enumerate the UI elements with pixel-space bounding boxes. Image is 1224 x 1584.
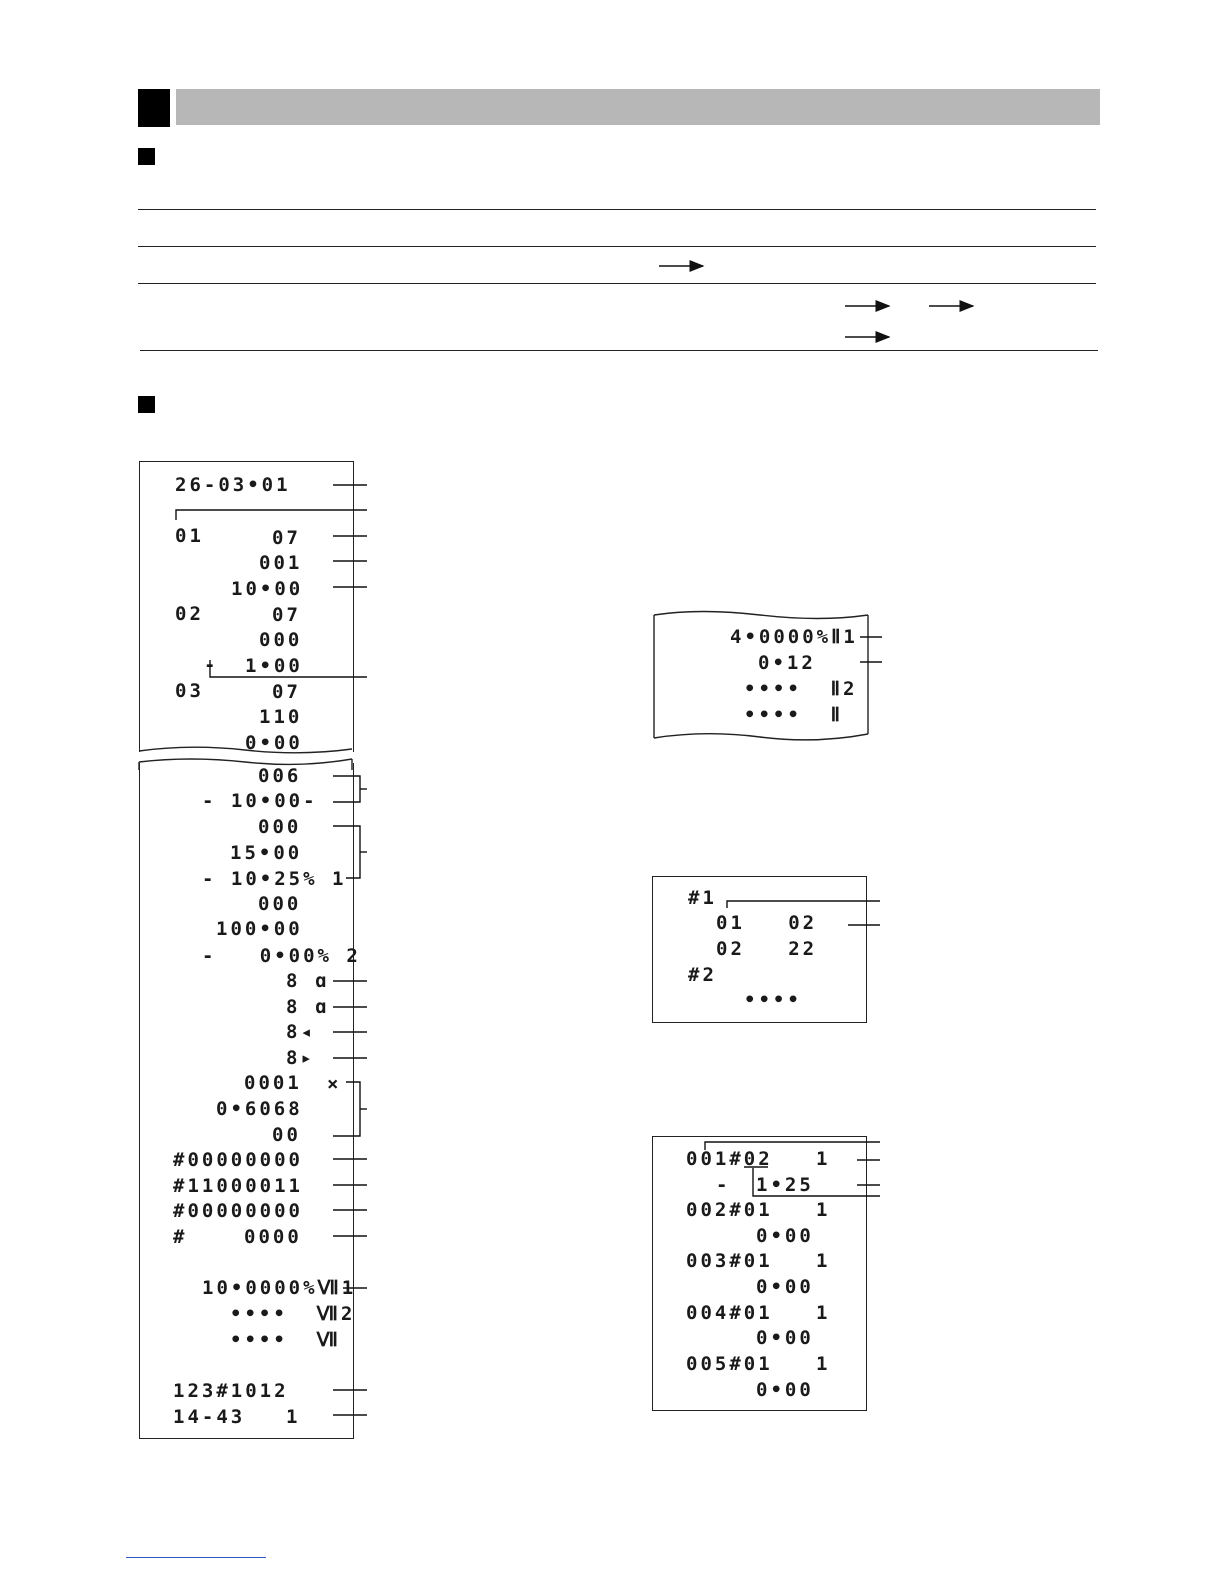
- receipt-line: 0001: [244, 1072, 302, 1094]
- receipt-line: •••• Ⅱ2: [744, 678, 858, 700]
- receipt-line: 0•00: [245, 732, 303, 754]
- receipt-line: #00000000: [173, 1149, 303, 1171]
- receipt-line: - 10•00-: [202, 790, 318, 812]
- receipt-line: 0•12: [758, 652, 816, 674]
- receipt-line: 002#01 1: [686, 1199, 831, 1221]
- receipt-line: 15•00: [230, 842, 303, 864]
- receipt-line: 07: [272, 604, 301, 626]
- receipt-line: 8 ɑ: [286, 996, 330, 1018]
- callout-bracket: [333, 826, 360, 878]
- receipt-line: 001: [259, 552, 303, 574]
- callout-bracket: [333, 776, 360, 802]
- receipt-line: 005#01 1: [686, 1353, 831, 1375]
- receipt-line: •••• Ⅶ2: [230, 1303, 356, 1325]
- receipt-line: 02 22: [716, 938, 818, 960]
- receipt-line: #: [173, 1226, 188, 1248]
- receipt-line: - 10•25% 1: [202, 868, 347, 890]
- callout-line: [176, 510, 367, 520]
- receipt-line: 110: [259, 706, 303, 728]
- receipt-line: ••••: [744, 989, 802, 1011]
- receipt-date: 26-03•01: [175, 474, 291, 496]
- receipt-line: -: [716, 1174, 731, 1196]
- receipt-line: 000: [258, 816, 302, 838]
- receipt-line: 0•00: [756, 1379, 814, 1401]
- receipt-line: 0•00: [756, 1276, 814, 1298]
- receipt-line: 07: [272, 527, 301, 549]
- callout-line: [210, 660, 367, 677]
- receipt-line: 0•00: [756, 1327, 814, 1349]
- receipt-line: 004#01 1: [686, 1302, 831, 1324]
- receipt-line: 8 ɑ: [286, 970, 330, 992]
- receipt-line: •••• Ⅶ: [230, 1329, 341, 1351]
- receipt-line: 4•0000%Ⅱ1: [730, 626, 858, 648]
- receipt-line: 006: [258, 765, 302, 787]
- receipt-line: 10•00: [231, 578, 304, 600]
- receipt-line: #2: [688, 964, 717, 986]
- footer-link-underline: [126, 1557, 266, 1558]
- receipt-line: 0000: [244, 1226, 302, 1248]
- receipt-line: 03: [175, 680, 204, 702]
- receipt-line: •••• Ⅱ: [744, 704, 843, 726]
- receipt-line: 003#01 1: [686, 1250, 831, 1272]
- receipt-line: 000: [259, 629, 303, 651]
- receipt-line: 10•0000%Ⅶ1: [202, 1277, 357, 1299]
- receipt-line: #11000011: [173, 1175, 303, 1197]
- receipt-line: 0•6068: [216, 1098, 303, 1120]
- receipt-line: ×: [327, 1073, 342, 1095]
- receipt-line: 02: [175, 603, 204, 625]
- receipt-line: 01 02: [716, 912, 818, 934]
- receipt-line: #1: [688, 887, 717, 909]
- receipt-line: 100•00: [216, 918, 303, 940]
- receipt-line: 07: [272, 681, 301, 703]
- receipt-line: 01: [175, 525, 204, 547]
- receipt-line: 001#02 1: [686, 1148, 831, 1170]
- receipt-line: 8◂: [286, 1021, 315, 1043]
- receipt-line: 123#1012: [173, 1380, 289, 1402]
- receipt-line: 8▸: [286, 1047, 315, 1069]
- receipt-line: 000: [258, 893, 302, 915]
- callout-bracket: [333, 1082, 360, 1136]
- receipt-line: #00000000: [173, 1200, 303, 1222]
- receipt-line: 1: [286, 1406, 301, 1428]
- receipt-line: 1•25: [756, 1174, 814, 1196]
- receipt-line: 0•00: [756, 1225, 814, 1247]
- receipt-line: -: [204, 654, 219, 676]
- callout-line: [753, 1168, 880, 1196]
- callout-line: [727, 901, 880, 908]
- callout-line: [705, 1142, 880, 1150]
- receipt-line: 1•00: [245, 655, 303, 677]
- receipt-line: - 0•00% 2: [202, 945, 361, 967]
- receipt-line: 00: [272, 1124, 301, 1146]
- receipt-line: 14-43: [173, 1406, 246, 1428]
